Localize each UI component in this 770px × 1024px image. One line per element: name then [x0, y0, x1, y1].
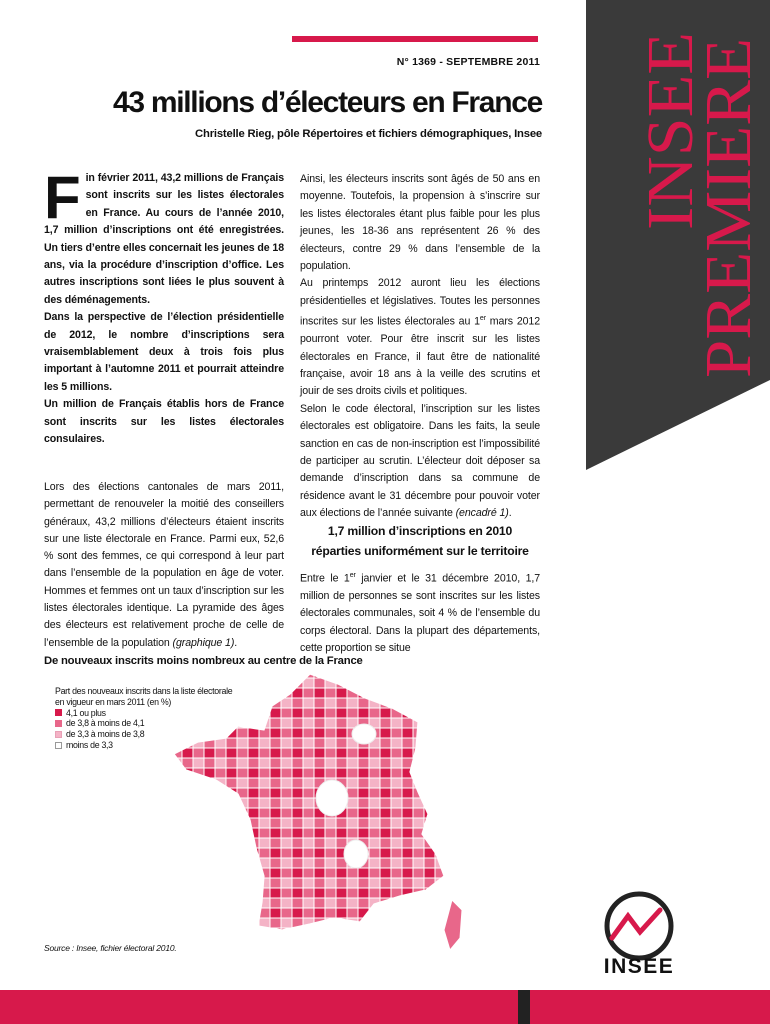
page-title: 43 millions d’électeurs en France: [113, 86, 542, 119]
issue-number: N° 1369 - SEPTEMBRE 2011: [396, 56, 540, 68]
legend-swatch: [55, 731, 62, 738]
section-heading-line2: réparties uniformément sur le territoire: [311, 544, 529, 558]
bottom-black-mark: [518, 990, 530, 1024]
drop-cap: F: [44, 164, 81, 231]
legend-label: moins de 3,3: [66, 739, 113, 750]
right2-b: janvier et le 31 décembre 2010, 1,7 million de personnes se sont inscrites sur les listes électorales communales, soit 4 % de l’ensemble du corps électoral. Dans la plupart des départements, cette proportion se situe: [300, 572, 540, 655]
right-p2: [300, 275, 540, 400]
figure-source: Source : Insee, fichier électoral 2010.: [44, 943, 177, 953]
right-p3a: Selon le code électoral, l’inscription sur les listes électorales est obligatoire. Dans les faits, la seule sanction en cas de non-inscription est l’impossibilité de participer au scrutin. L’électeur doit déposer sa demande d’inscription dans sa commune de résidence avant le 31 décembre pour pouvoir voter aux élections de l’année suivante: [300, 402, 540, 520]
sup-er: er: [479, 315, 486, 323]
right-p1: Ainsi, les électeurs inscrits sont âgés de 50 ans en moyenne. Toutefois, la propension à s’inscrire sur les listes électorales étant plus faible pour les plus jeunes, les 18-36 ans représentent 26 % des électeurs, contre 29 % dans l’ensemble de la population.: [300, 173, 540, 273]
left-body-text: [44, 479, 284, 652]
author-line: Christelle Rieg, pôle Répertoires et fichiers démographiques, Insee: [195, 128, 542, 140]
legend-swatch: [55, 720, 62, 727]
right-body-text-2: [300, 567, 540, 655]
section-heading-line1: 1,7 million d’inscriptions en 2010: [327, 524, 513, 538]
brand-insee: INSEE: [634, 43, 707, 230]
graph-reference: (graphique 1): [172, 636, 235, 649]
white-zone-centre: [316, 780, 348, 816]
bottom-accent-bar: [0, 990, 770, 1024]
legend-label: de 3,3 à moins de 3,8: [66, 729, 145, 740]
right-p2b: mars 2012 pourront voter. Pour être inscrit sur les listes électorales en France, il faut être de nationalité française, avoir 18 ans à la veille des scrutins et jouir de ses droits civils et politiques.: [300, 315, 540, 398]
top-accent-bar: [292, 36, 538, 42]
legend-swatch: [55, 709, 62, 716]
right-body-text: [300, 171, 540, 523]
left-body-end: .: [234, 636, 238, 649]
corsica: [444, 900, 462, 950]
legend-title-1: Part des nouveaux inscrits dans la liste électorale: [55, 686, 233, 696]
lead-p3: Un million de Français établis hors de France sont inscrits sur les listes électorales consulaires.: [44, 398, 284, 446]
lead-p1: in février 2011, 43,2 millions de Français sont inscrits sur les listes électorales en France. Au cours de l’année 2010, 1,7 million d’inscriptions ont été enregistrées. Un tiers d’entre elles concernait les jeunes de 18 ans, via la procédure d’inscription d’office. Les autres inscriptions sont liées le plus souvent à des déménagements.: [44, 172, 284, 306]
white-zone-massif: [344, 840, 368, 868]
sup-er-2: er: [349, 572, 356, 579]
insee-logo-word: INSEE: [603, 955, 675, 978]
legend-title-2: en vigueur en mars 2011 (en %): [55, 696, 172, 707]
figure-title: De nouveaux inscrits moins nombreux au centre de la France: [44, 655, 363, 667]
right-p3-end: .: [508, 507, 512, 520]
legend-label: de 3,8 à moins de 4,1: [66, 718, 145, 729]
legend-swatch: [55, 742, 62, 749]
encadre-reference: (encadré 1): [455, 507, 509, 520]
france-outline: [174, 674, 444, 930]
left-body-main: Lors des élections cantonales de mars 2011, permettant de renouveler la moitié des conseillers généraux, 43,2 millions d’électeurs étaient inscrits sur une liste électorale en France. Parmi eux, 52,6 % sont des femmes, ce qui correspond à leur part dans l’ensemble de la population en âge de voter. Hommes et femmes ont un taux d’inscription sur les listes électorales identique. La pyramide des âges des électeurs est relativement proche de celle de l’ensemble de la population: [44, 481, 284, 649]
white-zone-north: [352, 724, 376, 744]
right-p3: [300, 401, 540, 523]
section-heading: [300, 521, 540, 561]
brand-premiere: PREMIERE: [692, 51, 765, 378]
insee-premiere-brand: [600, 0, 765, 385]
right-p2a: Au printemps 2012 auront lieu les élections présidentielles et législatives. Toutes les personnes inscrites sur les listes électorales au 1: [300, 277, 540, 328]
france-department-map: [160, 668, 470, 956]
lead-paragraph: [44, 164, 284, 449]
lead-p2: Dans la perspective de l’élection présidentielle de 2012, le nombre d’inscriptions sera vraisemblablement deux à trois fois plus important à l’automne 2011 et pourrait atteindre les 5 millions.: [44, 311, 284, 393]
legend-label: 4,1 ou plus: [66, 707, 106, 718]
right2-a: Entre le 1: [300, 572, 350, 585]
